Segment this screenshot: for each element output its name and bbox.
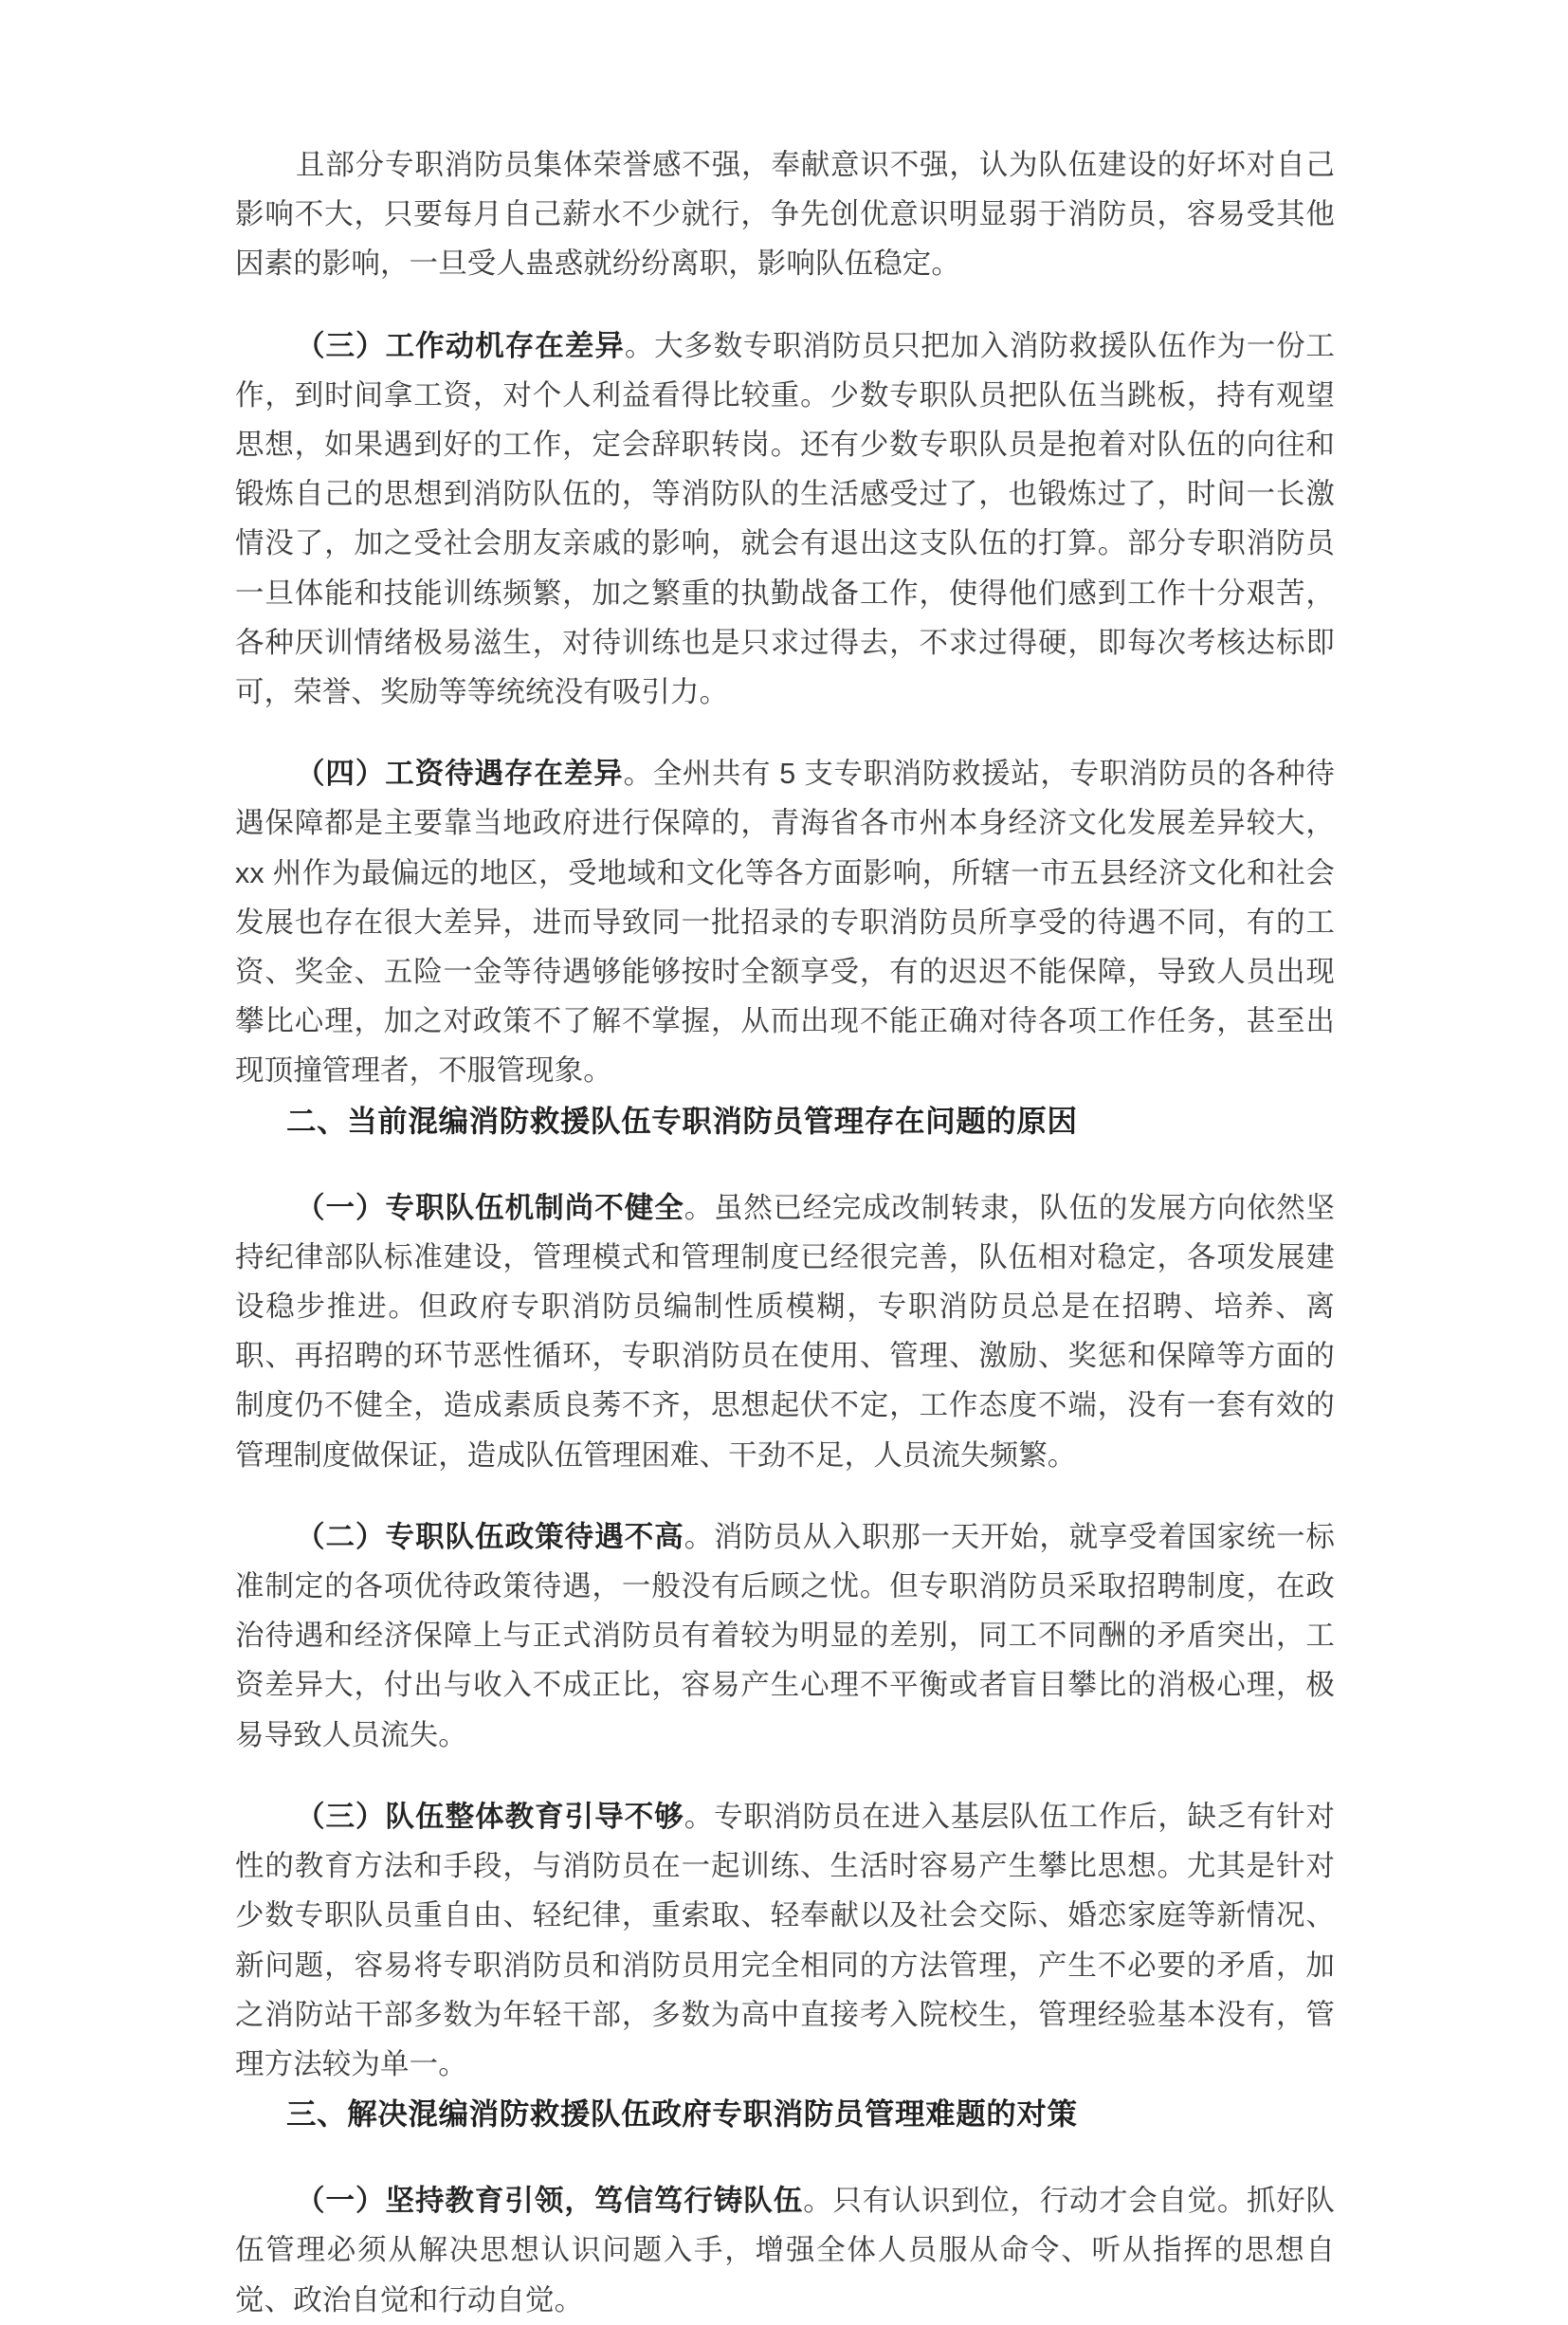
section-heading-two: 二、当前混编消防救援队伍专职消防员管理存在问题的原因 — [286, 1103, 1078, 1138]
paragraph-lead-label: （一）专职队伍机制尚不健全 — [296, 1191, 684, 1224]
paragraph-text: 。虽然已经完成改制转隶，队伍的发展方向依然坚持纪律部队标准建设，管理模式和管理制度已经很完善，队伍相对稳定，各项发展建设稳步推进。但政府专职消防员编制性质模糊，专职消防员总是在招聘、培养、离职、再招聘的环节恶性循环，专职消防员在使用、管理、激励、奖惩和保障等方面的制度仍不健全，造成素质良莠不齐，思想起伏不定，工作态度不端，没有一套有效的管理制度做保证，造成队伍管理困难、干劲不足，人员流失频繁。 — [235, 1191, 1335, 1472]
paragraph-text: 。专职消防员在进入基层队伍工作后，缺乏有针对性的教育方法和手段，与消防员在一起训练、生活时容易产生攀比思想。尤其是针对少数专职队员重自由、轻纪律，重索取、轻奉献以及社会交际、婚恋家庭等新情况、新问题，容易将专职消防员和消防员用完全相同的方法管理，产生不必要的矛盾，加之消防站干部多数为年轻干部，多数为高中直接考入院校生，管理经验基本没有，管理方法较为单一。 — [235, 1800, 1335, 2080]
paragraph-education-leadership — [235, 2176, 1335, 2325]
paragraph-continued — [235, 140, 1335, 289]
paragraph-policy-treatment — [235, 1512, 1335, 1760]
paragraph-lead-label: （二）专职队伍政策待遇不高 — [296, 1520, 684, 1553]
paragraph-text: 。全州共有 5 支专职消防救援站，专职消防员的各种待遇保障都是主要靠当地政府进行保障的，青海省各市州本身经济文化发展差异较大，xx 州作为最偏远的地区，受地域和文化等各方面影响，所辖一市五县经济文化和社会发展也存在很大差异，进而导致同一批招录的专职消防员所享受的待遇不同，有的工资、奖金、五险一金等待遇够能够按时全额享受，有的迟迟不能保障，导致人员出现攀比心理，加之对政策不了解不掌握，从而出现不能正确对待各项工作任务，甚至出现顶撞管理者，不服管现象。 — [235, 758, 1335, 1088]
paragraph-education-guidance — [235, 1792, 1335, 2089]
paragraph-lead-label: （一）坚持教育引领，笃信笃行铸队伍 — [296, 2185, 804, 2218]
paragraph-work-motivation — [235, 321, 1335, 718]
document-body — [235, 140, 1335, 2325]
paragraph-lead-label: （四）工资待遇存在差异 — [296, 758, 624, 791]
paragraph-text: 。大多数专职消防员只把加入消防救援队伍作为一份工作，到时间拿工资，对个人利益看得比较重。少数专职队员把队伍当跳板，持有观望思想，如果遇到好的工作，定会辞职转岗。还有少数专职队员是抱着对队伍的向往和锻炼自己的思想到消防队伍的，等消防队的生活感受过了，也锻炼过了，时间一长激情没了，加之受社会朋友亲戚的影响，就会有退出这支队伍的打算。部分专职消防员一旦体能和技能训练频繁，加之繁重的执勤战备工作，使得他们感到工作十分艰苦，各种厌训情绪极易滋生，对待训练也是只求过得去，不求过得硬，即每次考核达标即可，荣誉、奖励等等统统没有吸引力。 — [235, 329, 1335, 709]
paragraph-lead-label: （三）工作动机存在差异 — [296, 329, 625, 362]
paragraph-text: 。只有认识到位，行动才会自觉。抓好队伍管理必须从解决思想认识问题入手，增强全体人员服从命令、听从指挥的思想自觉、政治自觉和行动自觉。 — [235, 2185, 1335, 2316]
paragraph-mechanism — [235, 1183, 1335, 1480]
paragraph-lead-label: （三）队伍整体教育引导不够 — [296, 1800, 684, 1833]
paragraph-text: 。消防员从入职那一天开始，就享受着国家统一标准制定的各项优待政策待遇，一般没有后顾之忧。但专职消防员采取招聘制度，在政治待遇和经济保障上与正式消防员有着较为明显的差别，同工不同酬的矛盾突出，工资差异大，付出与收入不成正比，容易产生心理不平衡或者盲目攀比的消极心理，极易导致人员流失。 — [235, 1520, 1335, 1751]
paragraph-salary-treatment — [235, 749, 1335, 1095]
section-heading-three: 三、解决混编消防救援队伍政府专职消防员管理难题的对策 — [286, 2096, 1078, 2132]
paragraph-text: 且部分专职消防员集体荣誉感不强，奉献意识不强，认为队伍建设的好坏对自己影响不大，只要每月自己薪水不少就行，争先创优意识明显弱于消防员，容易受其他因素的影响，一旦受人蛊惑就纷纷离职，影响队伍稳定。 — [235, 149, 1335, 281]
